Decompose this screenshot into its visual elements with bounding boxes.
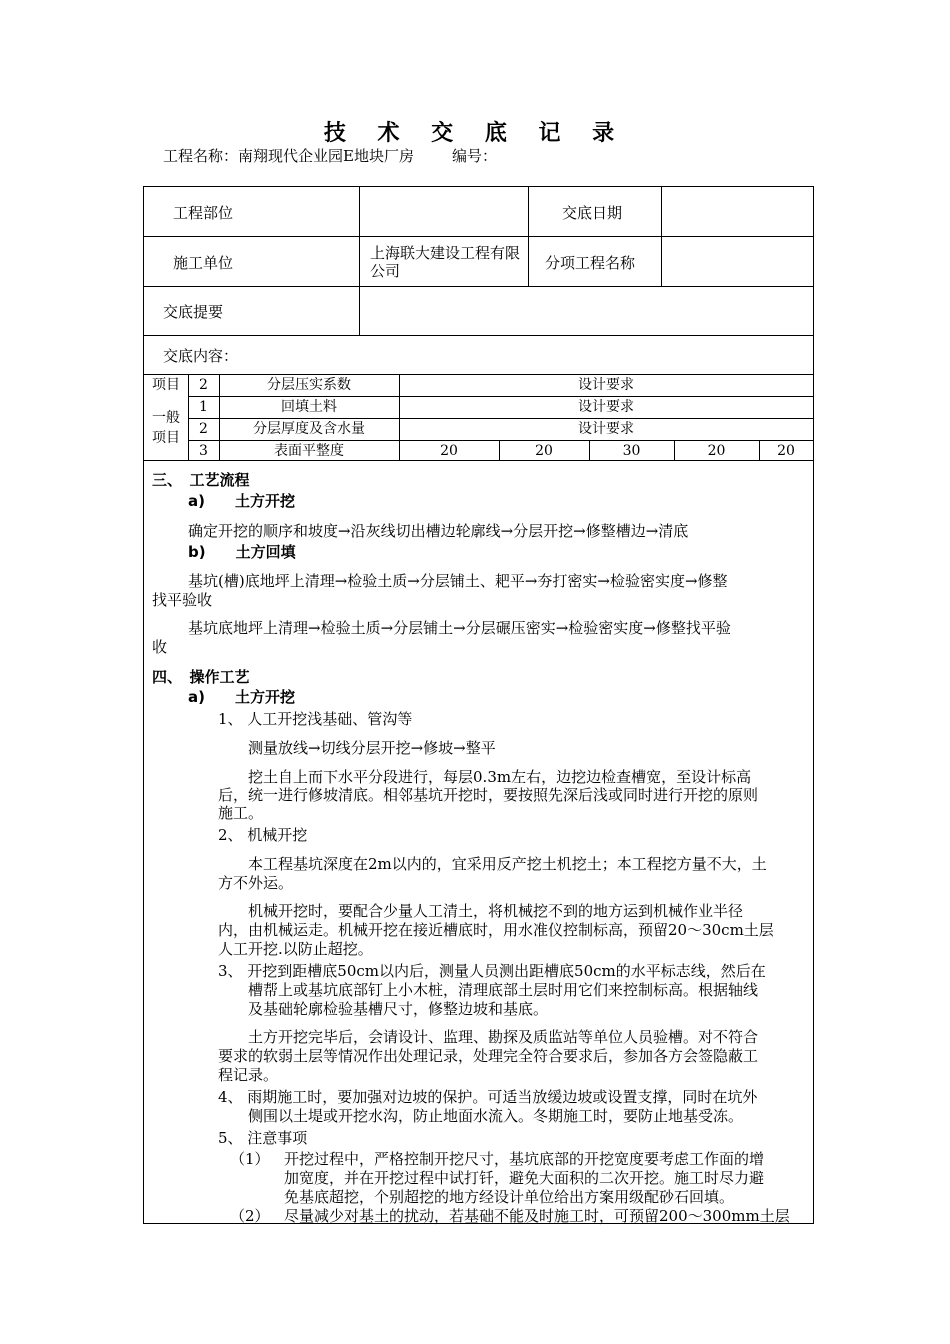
item3-para-line2: 要求的软弱土层等情况作出处理记录，处理完全符合要求后，参加各方会签隐蔽工	[218, 1047, 759, 1065]
flatness-value: 20	[440, 443, 458, 459]
project-line	[163, 145, 497, 166]
table-row-name: 回填土料	[281, 399, 337, 415]
table-row-group: 一般	[152, 410, 180, 426]
item5-title: 5、 注意事项	[218, 1129, 308, 1147]
section3-b-text2-line1: 基坑底地坪上清理→检验土质→分层铺土→分层碾压密实→检验密实度→修整找平验	[188, 619, 731, 637]
flatness-value: 20	[777, 443, 795, 459]
item4-line2: 侧围以土堤或开挖水沟，防止地面水流入。冬期施工时，要防止地基受冻。	[248, 1107, 744, 1125]
section3-b-text2-line2: 收	[152, 638, 168, 656]
note1-line2: 加宽度，并在开挖过程中试打钎，避免大面积的二次开挖。施工时尽力避	[284, 1169, 765, 1187]
unit-value: 上海联大建设工程有限公司	[370, 244, 521, 280]
table-row-name: 分层厚度及含水量	[253, 421, 365, 437]
flatness-value: 20	[535, 443, 553, 459]
item1-para-line2: 后，统一进行修坡清底。相邻基坑开挖时，要按照先深后浅或同时进行开挖的原则	[218, 786, 759, 804]
item2-para2-line2: 内，由机械运走。机械开挖在接近槽底时，用水准仪控制标高，预留20～30cm土层	[218, 921, 774, 939]
item2-para2-line1: 机械开挖时，要配合少量人工清土，将机械挖不到的地方运到机械作业半径	[248, 902, 744, 920]
document-number-label: 编号：	[451, 147, 497, 165]
item3-line2: 槽帮上或基坑底部钉上小木桩，清理底部土层时用它们来控制标高。根据轴线	[248, 981, 759, 999]
table-row-no: 1	[199, 399, 208, 415]
table-row-requirement: 设计要求	[578, 421, 634, 437]
subproject-label: 分项工程名称	[545, 254, 636, 272]
section3-a-label: a) 土方开挖	[188, 492, 295, 510]
table-row-no: 2	[199, 377, 208, 393]
summary-label: 交底提要	[163, 303, 224, 321]
table-row-group: 项目	[152, 377, 180, 393]
item2-para2-line3: 人工开挖.以防止超挖。	[218, 940, 373, 958]
date-label: 交底日期	[562, 204, 623, 222]
section3-b-text1-line1: 基坑(槽)底地坪上清理→检验土质→分层铺土、耙平→夯打密实→检验密实度→修整	[188, 572, 728, 590]
section3-heading: 三、 工艺流程	[152, 471, 250, 489]
table-row-group: 项目	[152, 430, 180, 446]
table-row-name: 表面平整度	[274, 443, 344, 459]
item3-line3: 及基础轮廓检验基槽尺寸，修整边坡和基底。	[248, 1000, 549, 1018]
table-row-no: 3	[199, 443, 208, 459]
page-title: 技 术 交 底 记 录	[323, 121, 627, 146]
item3-line1: 3、 开挖到距槽底50cm以内后，测量人员测出距槽底50cm的水平标志线，然后在	[218, 962, 766, 980]
item4-line1: 4、 雨期施工时，要加强对边坡的保护。可适当放缓边坡或设置支撑，同时在坑外	[218, 1088, 758, 1106]
item1-para-line1: 挖土自上而下水平分段进行，每层0.3m左右，边挖边检查槽宽，至设计标高	[248, 768, 752, 786]
section4-heading: 四、 操作工艺	[152, 668, 250, 686]
content-label: 交底内容：	[163, 347, 239, 365]
section4-a-label: a) 土方开挖	[188, 688, 295, 706]
section3-b-text1-line2: 找平验收	[152, 591, 213, 609]
table-row-requirement: 设计要求	[578, 399, 634, 415]
note1-label: （1）	[230, 1150, 270, 1168]
note2-line1: 尽量减少对基土的扰动，若基础不能及时施工时，可预留200～300mm土层	[284, 1207, 790, 1225]
item2-para1-line1: 本工程基坑深度在2m以内的，宜采用反产挖土机挖土；本工程挖方量不大，土	[248, 855, 767, 873]
section3-b-label: b) 土方回填	[188, 543, 296, 561]
note1-line3: 免基底超挖，个别超挖的地方经设计单位给出方案用级配砂石回填。	[284, 1188, 735, 1206]
section3-a-text: 确定开挖的顺序和坡度→沿灰线切出槽边轮廓线→分层开挖→修整槽边→清底	[188, 522, 689, 540]
flatness-value: 20	[707, 443, 726, 459]
part-label: 工程部位	[173, 204, 234, 222]
item2-title: 2、 机械开挖	[218, 826, 308, 844]
item3-para-line1: 土方开挖完毕后，会请设计、监理、勘探及质监站等单位人员验槽。对不符合	[248, 1028, 759, 1046]
table-row-requirement: 设计要求	[578, 377, 634, 393]
table-row-name: 分层压实系数	[267, 377, 351, 393]
item1-title: 1、 人工开挖浅基础、管沟等	[218, 710, 413, 728]
project-name: 工程名称：南翔现代企业园E地块厂房	[163, 147, 414, 165]
item2-para1-line2: 方不外运。	[218, 874, 294, 892]
item3-para-line3: 程记录。	[218, 1066, 279, 1084]
note1-line1: 开挖过程中，严格控制开挖尺寸，基坑底部的开挖宽度要考虑工作面的增	[284, 1150, 765, 1168]
note2-label: （2）	[230, 1207, 270, 1225]
unit-label: 施工单位	[173, 254, 234, 272]
flatness-value: 30	[622, 443, 641, 459]
item1-flow: 测量放线→切线分层开挖→修坡→整平	[248, 739, 496, 757]
item1-para-line3: 施工。	[218, 804, 264, 822]
table-row-no: 2	[199, 421, 208, 437]
